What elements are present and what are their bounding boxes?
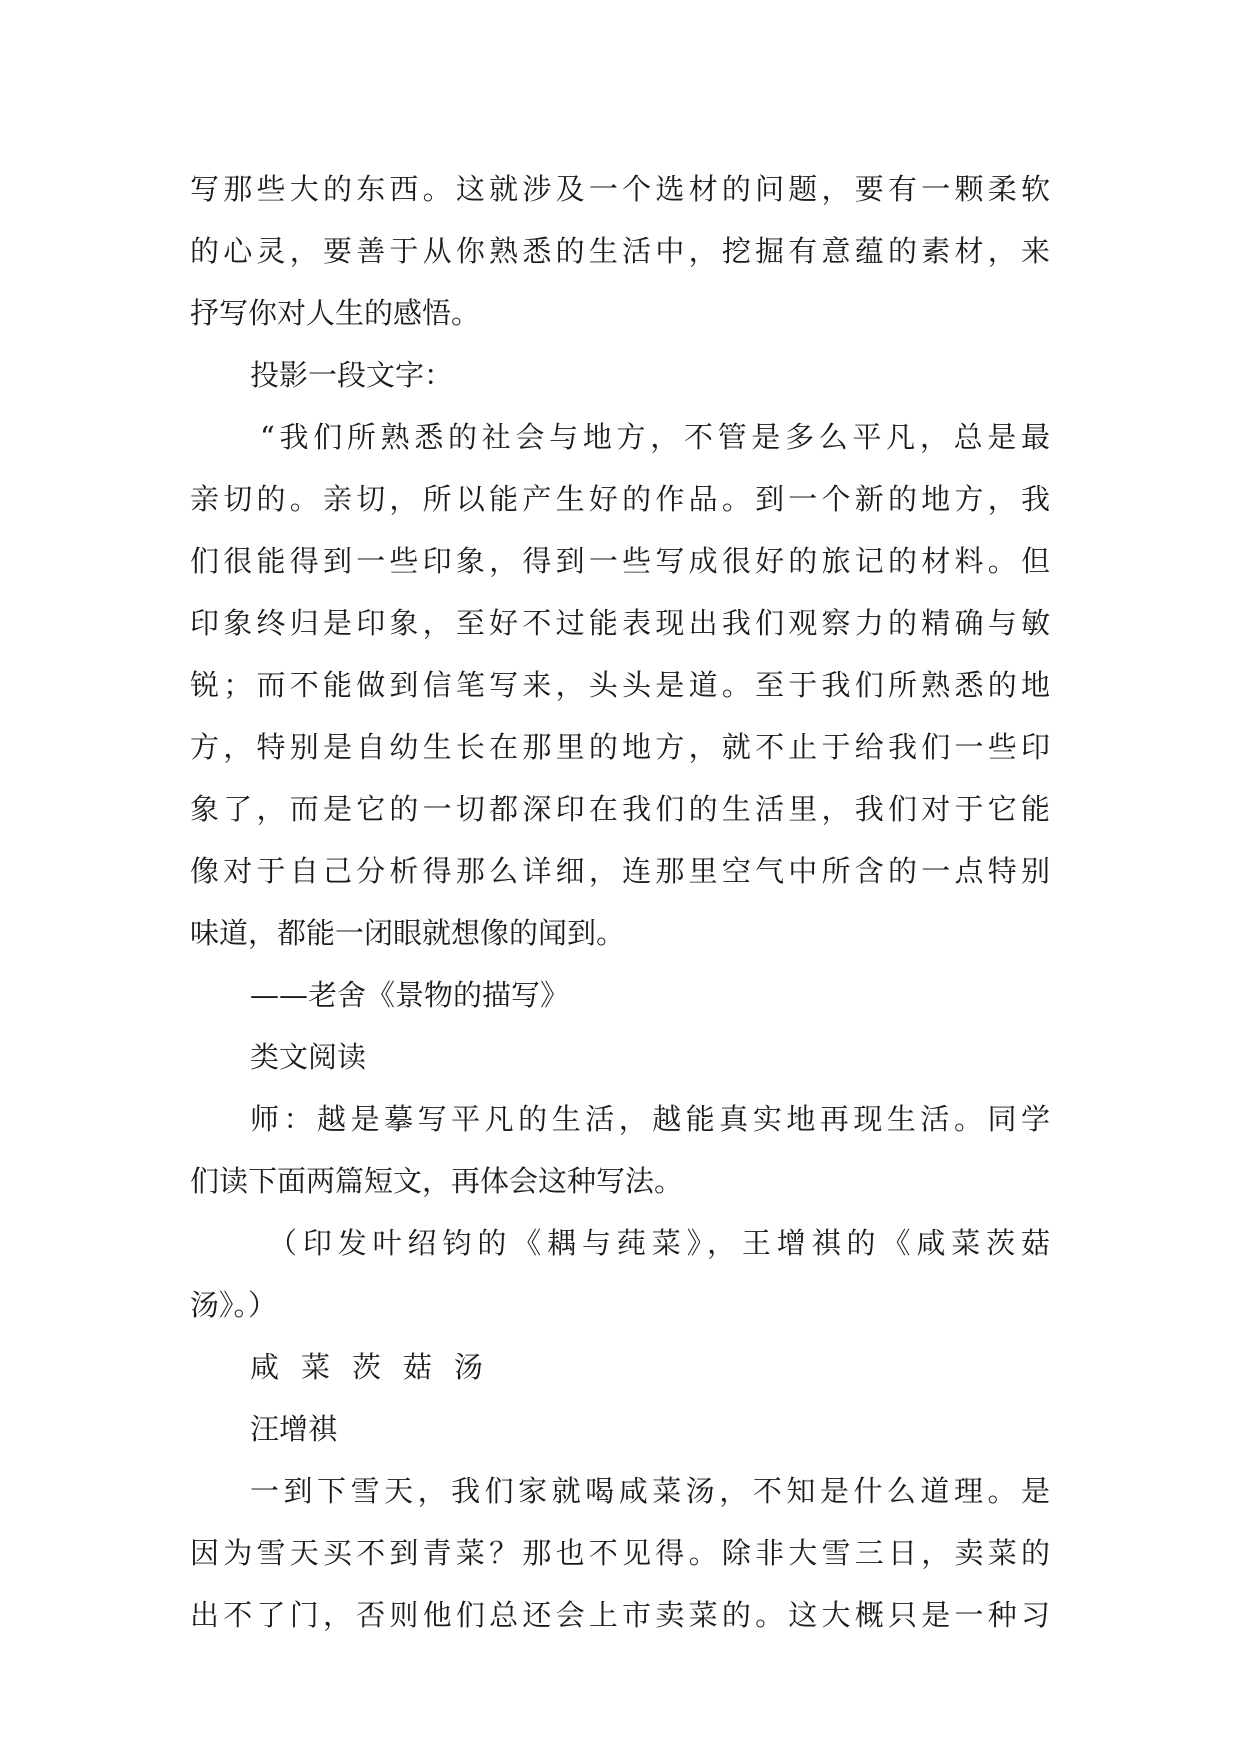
article-title: 咸菜茨菇汤	[250, 1350, 506, 1384]
quote-line: 们很能得到一些印象，得到一些写成很好的旅记的材料。但	[190, 544, 1050, 578]
quote-line: 锐；而不能做到信笔写来，头头是道。至于我们所熟悉的地	[190, 668, 1050, 702]
text-line: 投影一段文字：	[250, 358, 454, 392]
article-line: 因为雪天买不到青菜？那也不见得。除非大雪三日，卖菜的	[190, 1536, 1050, 1570]
text-line: 抒写你对人生的感悟。	[190, 296, 481, 330]
quote-line: 亲切的。亲切，所以能产生好的作品。到一个新的地方，我	[190, 482, 1050, 516]
quote-line: 味道，都能一闭眼就想像的闻到。	[190, 916, 626, 950]
quote-line: 像对于自己分析得那么详细，连那里空气中所含的一点特别	[190, 854, 1050, 888]
text-line: 的心灵，要善于从你熟悉的生活中，挖掘有意蕴的素材，来	[190, 234, 1050, 268]
text-line: 写那些大的东西。这就涉及一个选材的问题，要有一颗柔软	[190, 172, 1050, 206]
article-line: 一到下雪天，我们家就喝咸菜汤，不知是什么道理。是	[250, 1474, 1050, 1508]
text-line: （印发叶绍钧的《耦与莼菜》，王增祺的《咸菜茨菇	[268, 1226, 1050, 1260]
quote-line: 象了，而是它的一切都深印在我们的生活里，我们对于它能	[190, 792, 1050, 826]
quote-attribution: ——老舍《景物的描写》	[250, 978, 570, 1012]
quote-line: “我们所熟悉的社会与地方，不管是多么平凡，总是最	[260, 420, 1050, 454]
article-line: 出不了门，否则他们总还会上市卖菜的。这大概只是一种习	[190, 1598, 1050, 1632]
quote-line: 方，特别是自幼生长在那里的地方，就不止于给我们一些印	[190, 730, 1050, 764]
article-author: 汪增祺	[250, 1412, 338, 1446]
text-line: 师：越是摹写平凡的生活，越能真实地再现生活。同学	[250, 1102, 1050, 1136]
quote-line: 印象终归是印象，至好不过能表现出我们观察力的精确与敏	[190, 606, 1050, 640]
text-line: 们读下面两篇短文，再体会这种写法。	[190, 1164, 684, 1198]
document-page	[190, 158, 1050, 1646]
section-heading: 类文阅读	[250, 1040, 367, 1074]
text-line: 汤》。）	[190, 1288, 278, 1322]
